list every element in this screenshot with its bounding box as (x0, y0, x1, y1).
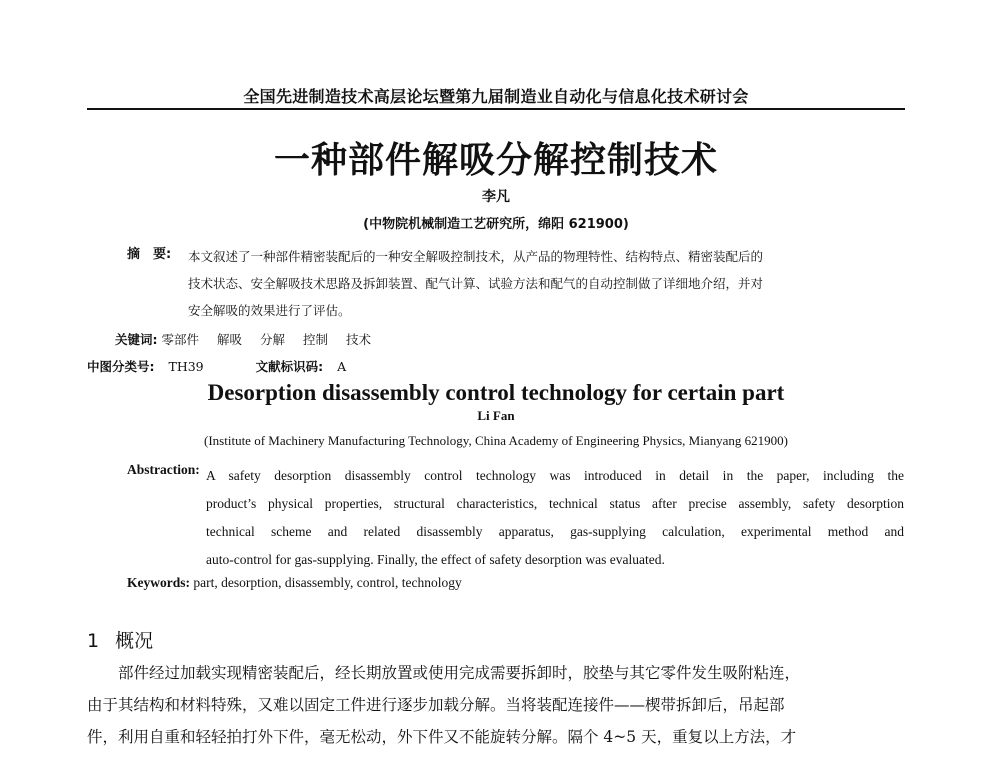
keywords-label-english: Keywords: (127, 575, 190, 590)
conference-header: 全国先进制造技术高层论坛暨第九届制造业自动化与信息化技术研讨会 (243, 87, 749, 106)
header-rule (87, 108, 905, 110)
keyword: 分解 (259, 332, 285, 347)
doc-code-value: A (337, 359, 347, 374)
body-line: 由于其结构和材料特殊，又难以固定工件进行逐步加载分解。当将装配连接件——楔带拆卸后，吊起部 (87, 696, 785, 714)
abstract-line: 安全解吸的效果进行了评估。 (188, 303, 351, 318)
author-chinese: 李凡 (482, 189, 510, 205)
keyword: 零部件 (161, 332, 199, 347)
paper-title-english: Desorption disassembly control technology for certain part (207, 380, 785, 405)
abstract-line: 技术状态、安全解吸技术思路及拆卸装置、配气计算、试验方法和配气的自动控制做了详细地介绍，并对 (188, 276, 764, 291)
body-line: 部件经过加载实现精密装配后，经长期放置或使用完成需要拆卸时，胶垫与其它零件发生吸附粘连， (118, 664, 801, 682)
section-number: 1 (87, 630, 100, 652)
keyword: 解吸 (216, 332, 242, 347)
class-number-value: TH39 (168, 359, 204, 374)
section-title: 概况 (115, 630, 154, 652)
keyword: 控制 (302, 332, 328, 347)
affiliation-chinese: (中物院机械制造工艺研究所，绵阳 621900) (363, 217, 629, 232)
classification-line (87, 357, 394, 375)
body-line: 件，利用自重和轻轻拍打外下件，毫无松动，外下件又不能旋转分解。隔个 4~5 天，重复以上方法，才 (87, 728, 797, 746)
abstract-line: technical scheme and related disassembly apparatus, gas-supplying calculation, experimental method and (206, 524, 904, 539)
abstract-line: 本文叙述了一种部件精密装配后的一种安全解吸控制技术，从产品的物理特性、结构特点、精密装配后的 (188, 249, 764, 264)
abstract-line: product’s physical properties, structural characteristics, technical status after precise assembly, safety desorption (206, 496, 904, 511)
author-english: Li Fan (477, 408, 515, 423)
affiliation-english: (Institute of Machinery Manufacturing Technology, China Academy of Engineering Physics, Mianyang 621900) (204, 433, 788, 448)
doc-code-label: 文献标识码: (255, 359, 324, 374)
abstract-line: A safety desorption disassembly control technology was introduced in detail in the paper, including the (206, 468, 904, 483)
keyword: 技术 (345, 332, 371, 347)
keywords-chinese (115, 330, 385, 348)
keywords-english (127, 575, 462, 591)
abstract-line: auto-control for gas-supplying. Finally, the effect of safety desorption was evaluated. (206, 552, 665, 567)
class-number-label: 中图分类号: (87, 359, 155, 374)
abstract-english (206, 462, 904, 574)
section-body (87, 657, 903, 753)
section-heading (87, 626, 153, 653)
abstract-chinese (188, 243, 906, 324)
keywords-label-chinese: 关键词: (115, 332, 158, 347)
abstract-label-english: Abstraction: (127, 462, 200, 477)
paper-title-chinese: 一种部件解吸分解控制技术 (273, 139, 718, 181)
keywords-text-english: part, desorption, disassembly, control, technology (193, 575, 462, 590)
abstract-label-chinese: 摘 要: (127, 247, 172, 262)
